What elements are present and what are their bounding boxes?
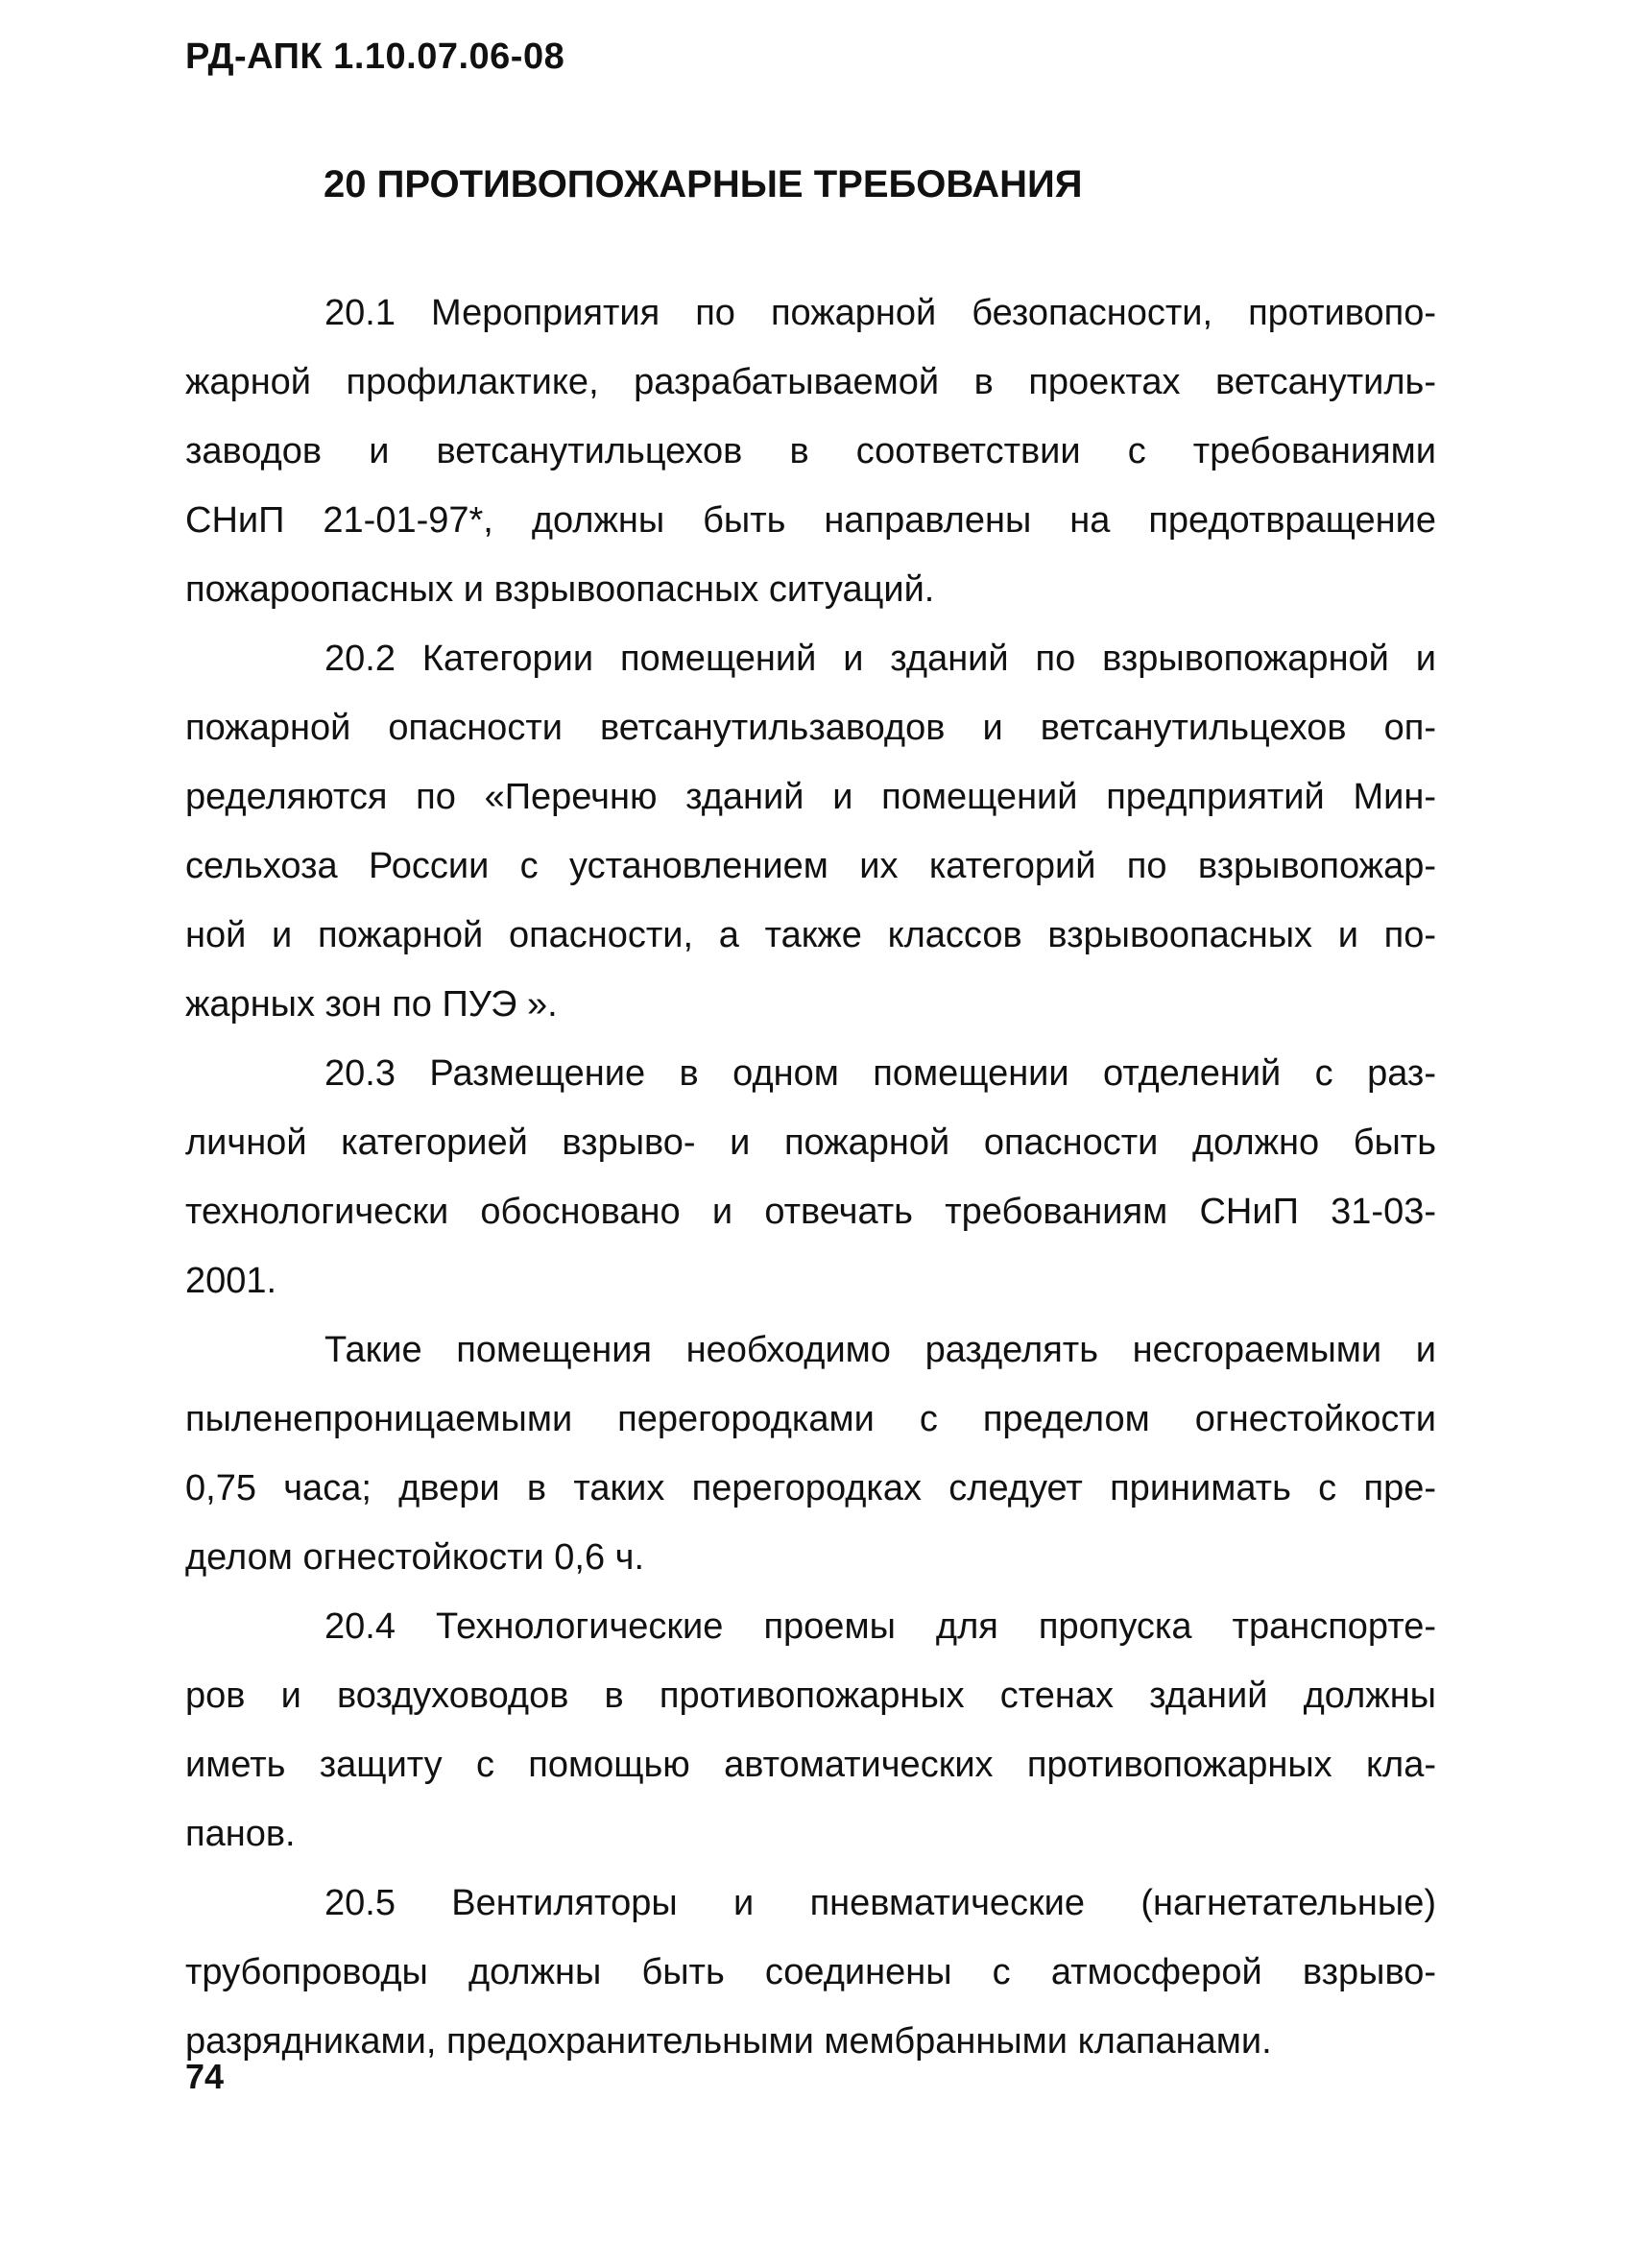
text-line: заводов и ветсанутильцехов в соответствии с требованиями xyxy=(185,431,1436,471)
text-line: жарных зон по ПУЭ ». xyxy=(185,984,558,1025)
section-title: 20 ПРОТИВОПОЖАРНЫЕ ТРЕБОВАНИЯ xyxy=(324,163,1083,205)
text-line: 0,75 часа; двери в таких перегородках следует принимать с пре- xyxy=(185,1468,1436,1508)
text-line: Такие помещения необходимо разделять несгораемыми и xyxy=(324,1330,1436,1370)
text-line: делом огнестойкости 0,6 ч. xyxy=(185,1537,645,1578)
text-line: личной категорией взрыво- и пожарной опасности должно быть xyxy=(185,1122,1436,1163)
paragraph-20-5 xyxy=(185,1869,1436,2076)
page-number: 74 xyxy=(185,2057,225,2096)
text-line: жарной профилактике, разрабатываемой в проектах ветсанутиль- xyxy=(185,362,1436,402)
text-line: трубопроводы должны быть соединены с атмосферой взрыво- xyxy=(185,1952,1436,1992)
text-line: 20.5 Вентиляторы и пневматические (нагнетательные) xyxy=(324,1883,1436,1923)
text-line: 20.2 Категории помещений и зданий по взрывопожарной и xyxy=(324,639,1436,679)
text-line: пожароопасных и взрывоопасных ситуаций. xyxy=(185,569,935,610)
text-line: ров и воздуховодов в противопожарных стенах зданий должны xyxy=(185,1676,1436,1716)
text-line: панов. xyxy=(185,1814,296,1854)
paragraph-20-4 xyxy=(185,1592,1436,1869)
text-line: разрядниками, предохранительными мембранными клапанами. xyxy=(185,2021,1272,2062)
text-line: иметь защиту с помощью автоматических противопожарных кла- xyxy=(185,1745,1436,1785)
paragraph-partitions xyxy=(185,1315,1436,1592)
text-line: пожарной опасности ветсанутильзаводов и ветсанутильцехов оп- xyxy=(185,708,1436,748)
paragraph-20-2 xyxy=(185,624,1436,1039)
document-code: РД-АПК 1.10.07.06-08 xyxy=(185,36,565,77)
text-line: 20.1 Мероприятия по пожарной безопасности, противопо- xyxy=(324,293,1436,333)
text-line: пыленепроницаемыми перегородками с пределом огнестойкости xyxy=(185,1399,1436,1439)
body-text xyxy=(185,278,1436,2076)
text-line: 20.3 Размещение в одном помещении отделений с раз- xyxy=(324,1053,1436,1094)
text-line: сельхоза России с установлением их категорий по взрывопожар- xyxy=(185,846,1436,886)
text-line: 20.4 Технологические проемы для пропуска транспорте- xyxy=(324,1606,1436,1647)
paragraph-20-1 xyxy=(185,278,1436,624)
text-line: ределяются по «Перечню зданий и помещений предприятий Мин- xyxy=(185,777,1436,817)
text-line: СНиП 21-01-97*, должны быть направлены на предотвращение xyxy=(185,500,1436,541)
text-line: 2001. xyxy=(185,1261,277,1301)
text-line: ной и пожарной опасности, а также классов взрывоопасных и по- xyxy=(185,915,1436,955)
paragraph-20-3 xyxy=(185,1039,1436,1315)
text-line: технологически обосновано и отвечать требованиям СНиП 31-03- xyxy=(185,1192,1436,1232)
